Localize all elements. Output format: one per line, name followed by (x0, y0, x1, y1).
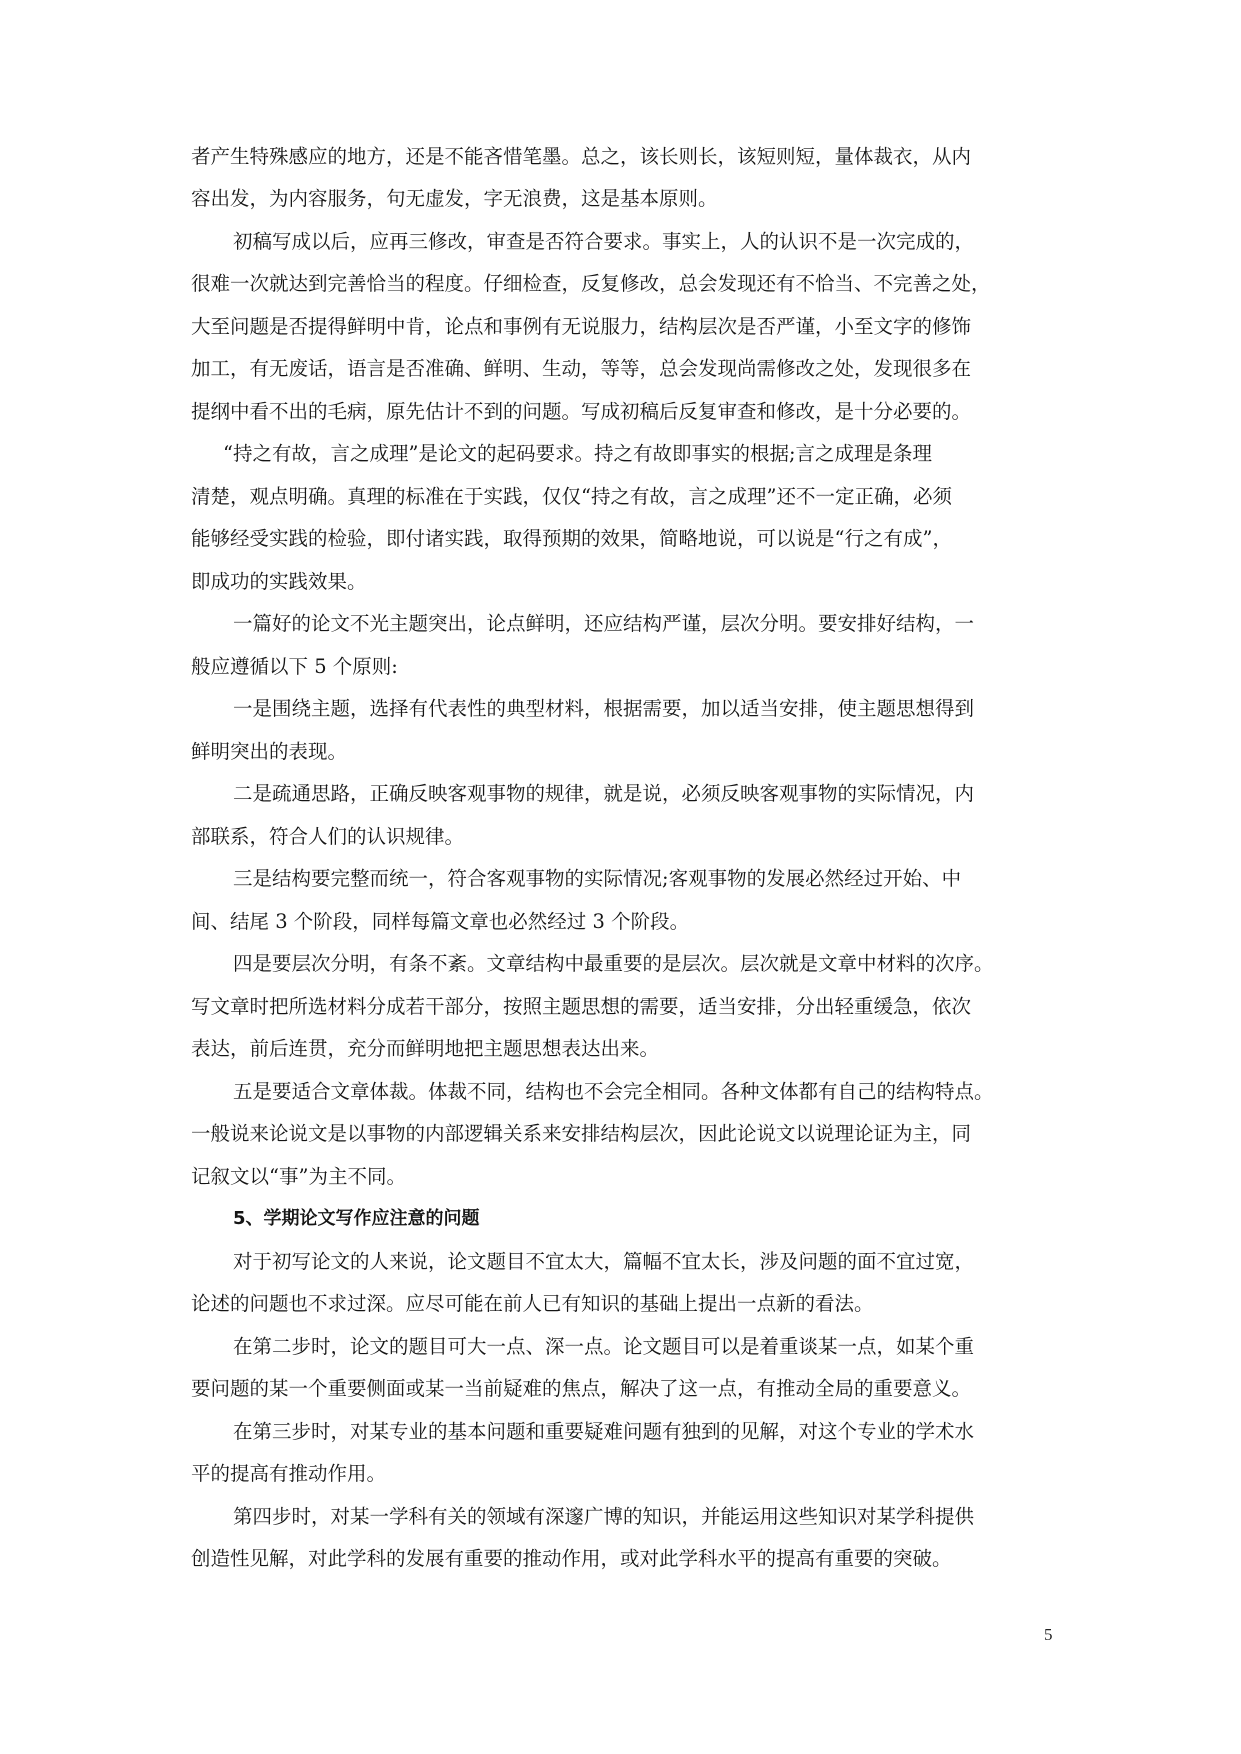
text-line: 加工，有无废话，语言是否准确、鲜明、生动，等等，总会发现尚需修改之处，发现很多在 (191, 357, 972, 380)
text-line: 一篇好的论文不光主题突出，论点鲜明，还应结构严谨，层次分明。要安排好结构，一 (233, 612, 975, 635)
text-line: 般应遵循以下 5 个原则: (191, 655, 398, 678)
text-line: 提纲中看不出的毛病，原先估计不到的问题。写成初稿后反复审查和修改，是十分必要的。 (191, 400, 972, 423)
text-line: 五是要适合文章体裁。体裁不同，结构也不会完全相同。各种文体都有自己的结构特点。 (233, 1080, 994, 1103)
page-number: 5 (1044, 1625, 1053, 1644)
text-line: 容出发，为内容服务，句无虚发，字无浪费，这是基本原则。 (191, 187, 718, 210)
text-line: 在第三步时，对某专业的基本问题和重要疑难问题有独到的见解，对这个专业的学术水 (233, 1420, 975, 1443)
text-line: 很难一次就达到完善恰当的程度。仔细检查，反复修改，总会发现还有不恰当、不完善之处， (191, 272, 991, 295)
text-line: 第四步时，对某一学科有关的领域有深邃广博的知识，并能运用这些知识对某学科提供 (233, 1505, 975, 1528)
text-line: 初稿写成以后，应再三修改，审查是否符合要求。事实上，人的认识不是一次完成的， (233, 230, 975, 253)
text-line: 大至问题是否提得鲜明中肯，论点和事例有无说服力，结构层次是否严谨，小至文字的修饰 (191, 315, 972, 338)
text-line: 三是结构要完整而统一，符合客观事物的实际情况;客观事物的发展必然经过开始、中 (233, 867, 962, 890)
text-line: 表达，前后连贯，充分而鲜明地把主题思想表达出来。 (191, 1037, 660, 1060)
text-line: 论述的问题也不求过深。应尽可能在前人已有知识的基础上提出一点新的看法。 (191, 1292, 874, 1315)
text-line: 要问题的某一个重要侧面或某一当前疑难的焦点，解决了这一点，有推动全局的重要意义。 (191, 1377, 972, 1400)
text-line: 者产生特殊感应的地方，还是不能吝惜笔墨。总之，该长则长，该短则短，量体裁衣，从内 (191, 145, 972, 168)
text-line: 能够经受实践的检验，即付诸实践，取得预期的效果，简略地说，可以说是“行之有成”， (191, 527, 952, 550)
text-line: 在第二步时，论文的题目可大一点、深一点。论文题目可以是着重谈某一点，如某个重 (233, 1335, 975, 1358)
text-line: 平的提高有推动作用。 (191, 1462, 387, 1485)
text-line: 记叙文以“事”为主不同。 (191, 1165, 406, 1188)
text-line: 部联系，符合人们的认识规律。 (191, 825, 465, 848)
text-line: 间、结尾 3 个阶段，同样每篇文章也必然经过 3 个阶段。 (191, 910, 690, 933)
text-line: 一般说来论说文是以事物的内部逻辑关系来安排结构层次，因此论说文以说理论证为主，同 (191, 1122, 972, 1145)
text-line: 四是要层次分明，有条不紊。文章结构中最重要的是层次。层次就是文章中材料的次序。 (233, 952, 994, 975)
text-line: 对于初写论文的人来说，论文题目不宜太大，篇幅不宜太长，涉及问题的面不宜过宽， (233, 1250, 975, 1273)
text-line: 即成功的实践效果。 (191, 570, 367, 593)
text-line: 创造性见解，对此学科的发展有重要的推动作用，或对此学科水平的提高有重要的突破。 (191, 1547, 952, 1570)
text-line: 清楚，观点明确。真理的标准在于实践，仅仅“持之有故，言之成理”还不一定正确，必须 (191, 485, 952, 508)
text-line: 鲜明突出的表现。 (191, 740, 348, 763)
text-line: 写文章时把所选材料分成若干部分，按照主题思想的需要，适当安排，分出轻重缓急，依次 (191, 995, 972, 1018)
section-heading: 5、学期论文写作应注意的问题 (233, 1208, 480, 1229)
text-line: “持之有故，言之成理”是论文的起码要求。持之有故即事实的根据;言之成理是条理 (223, 442, 933, 465)
text-line: 二是疏通思路，正确反映客观事物的规律，就是说，必须反映客观事物的实际情况，内 (233, 782, 975, 805)
text-line: 一是围绕主题，选择有代表性的典型材料，根据需要，加以适当安排，使主题思想得到 (233, 697, 975, 720)
